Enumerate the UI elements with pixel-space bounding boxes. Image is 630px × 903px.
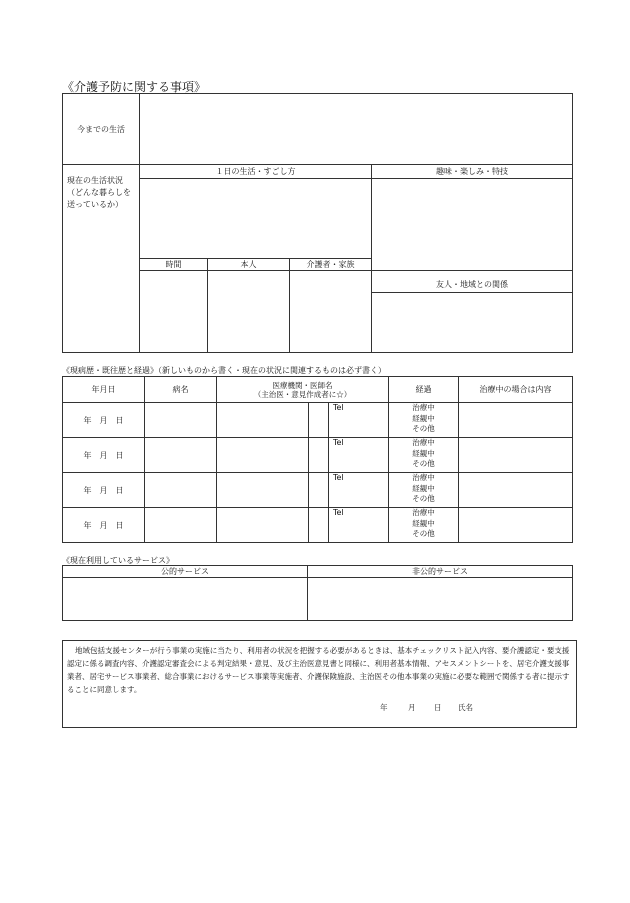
date-cell[interactable]: 年 月 日: [63, 473, 145, 508]
progress-treating: 治療中: [412, 508, 435, 517]
col-progress: 経過: [389, 377, 459, 403]
medical-history-table: [62, 376, 573, 543]
consent-year: 年: [380, 703, 388, 712]
progress-cell[interactable]: [389, 473, 459, 508]
friends-header: 友人・地域との関係: [372, 271, 573, 293]
progress-observing: 経観中: [412, 448, 435, 458]
consent-name-label: 氏名: [458, 703, 473, 712]
col-medical-sub: （主治医・意見作成者に☆）: [253, 389, 352, 399]
progress-observing: 経観中: [412, 518, 435, 528]
public-services-header: 公的サービス: [63, 566, 308, 578]
col-date: 年月日: [63, 377, 145, 403]
treatment-cell[interactable]: [459, 473, 573, 508]
star-cell[interactable]: [309, 438, 329, 473]
progress-treating: 治療中: [412, 438, 435, 447]
date-cell[interactable]: 年 月 日: [63, 508, 145, 543]
caregiver-header: 介護者・家族: [290, 259, 372, 271]
col-disease: 病名: [145, 377, 217, 403]
public-services-field[interactable]: [63, 578, 308, 621]
page-title: 《介護予防に関する事項》: [62, 80, 207, 94]
private-services-header: 非公的サービス: [308, 566, 573, 578]
progress-cell[interactable]: [389, 508, 459, 543]
services-table: [62, 565, 573, 621]
services-section-title: 《現在利用しているサービス》: [62, 556, 174, 565]
life-until-now-field[interactable]: [140, 94, 573, 165]
progress-observing: 経観中: [412, 483, 435, 493]
hobbies-field[interactable]: [372, 179, 573, 271]
consent-box: [62, 640, 577, 728]
progress-observing: 経観中: [412, 413, 435, 423]
private-services-field[interactable]: [308, 578, 573, 621]
progress-other: その他: [412, 424, 435, 433]
table-row: [63, 438, 573, 473]
disease-cell[interactable]: [145, 438, 217, 473]
progress-cell[interactable]: [389, 403, 459, 438]
friends-field[interactable]: [372, 293, 573, 353]
disease-cell[interactable]: [145, 508, 217, 543]
consent-month: 月: [408, 703, 416, 712]
treatment-cell[interactable]: [459, 508, 573, 543]
history-section-title: 《現病歴・既往歴と経過》（新しいものから書く・現在の状況に関連するものは必ず書く）: [62, 366, 386, 375]
col-medical: [217, 377, 389, 403]
progress-other: その他: [412, 494, 435, 503]
current-status-label: [63, 165, 140, 353]
life-until-now-label: 今までの生活: [63, 94, 140, 165]
facility-cell[interactable]: [217, 473, 309, 508]
facility-cell[interactable]: [217, 438, 309, 473]
progress-other: その他: [412, 529, 435, 538]
hobbies-header: 趣味・楽しみ・特技: [372, 165, 573, 179]
daily-life-header: １日の生活・すごし方: [140, 165, 372, 179]
star-cell[interactable]: [309, 473, 329, 508]
date-cell[interactable]: 年 月 日: [63, 403, 145, 438]
date-cell[interactable]: 年 月 日: [63, 438, 145, 473]
tel-cell[interactable]: Tel: [329, 473, 389, 508]
daily-life-field[interactable]: [140, 179, 372, 259]
progress-treating: 治療中: [412, 403, 435, 412]
consent-day: 日: [434, 703, 442, 712]
consent-text: 地域包括支援センターが行う事業の実施に当たり、利用者の状況を把握する必要があるときは、基本チェックリスト記入内容、要介護認定・要支援認定に係る調査内容、介護認定審査会による判定結果・意見、及び主治医意見書と同様に、利用者基本情報、アセスメントシートを、居宅介護支援事業者、居宅サービス事業者、総合事業におけるサービス事業等実施者、介護保険施設、主治医その他本事業の実施に必要な範囲で関係する者に提示することに同意します。: [67, 646, 570, 694]
self-header: 本人: [208, 259, 290, 271]
progress-treating: 治療中: [412, 473, 435, 482]
facility-cell[interactable]: [217, 508, 309, 543]
self-field[interactable]: [208, 271, 290, 353]
treatment-cell[interactable]: [459, 403, 573, 438]
star-cell[interactable]: [309, 403, 329, 438]
tel-cell[interactable]: Tel: [329, 438, 389, 473]
tel-cell[interactable]: Tel: [329, 403, 389, 438]
progress-other: その他: [412, 459, 435, 468]
col-treatment: 治療中の場合は内容: [459, 377, 573, 403]
progress-cell[interactable]: [389, 438, 459, 473]
table-row: [63, 473, 573, 508]
table-row: [63, 508, 573, 543]
disease-cell[interactable]: [145, 403, 217, 438]
disease-cell[interactable]: [145, 473, 217, 508]
tel-cell[interactable]: Tel: [329, 508, 389, 543]
lifestyle-table: [62, 93, 573, 353]
table-row: [63, 403, 573, 438]
caregiver-field[interactable]: [290, 271, 372, 353]
current-status-text: 現在の生活状況（どんな暮らしを送っているか）: [67, 176, 131, 209]
treatment-cell[interactable]: [459, 438, 573, 473]
col-medical-title: 医療機関・医師名: [272, 380, 333, 390]
time-header: 時間: [140, 259, 208, 271]
time-field[interactable]: [140, 271, 208, 353]
star-cell[interactable]: [309, 508, 329, 543]
facility-cell[interactable]: [217, 403, 309, 438]
